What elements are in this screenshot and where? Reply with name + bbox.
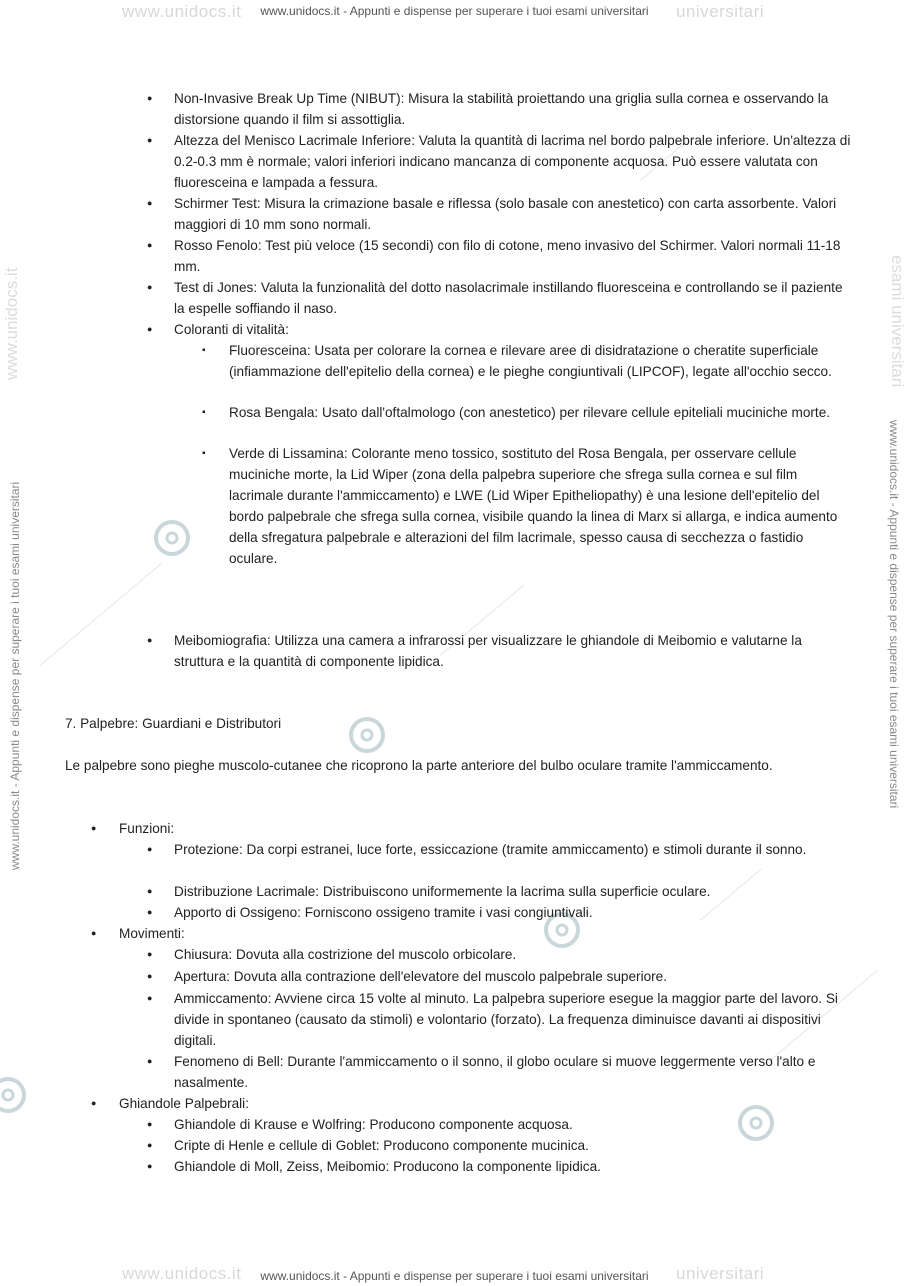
watermark-ghost-left: www.unidocs.it xyxy=(122,1264,242,1283)
list-item-nibut: ● Non-Invasive Break Up Time (NIBUT): Misura la stabilità proiettando una griglia sulla cornea e osservando la distorsione quando il film si assottiglia. xyxy=(174,88,854,130)
list-item-distribuzione: ● Distribuzione Lacrimale: Distribuiscono uniformemente la lacrima sulla superficie oculare. xyxy=(174,881,854,902)
watermark-side-right-ghost: esami universitari xyxy=(888,255,907,388)
watermark-header: www.unidocs.it - Appunti e dispense per superare i tuoi esami universitari xyxy=(260,4,649,18)
list-item-krause: ● Ghiandole di Krause e Wolfring: Producono componente acquosa. xyxy=(174,1114,854,1135)
list-item-chiusura: ● Chiusura: Dovuta alla costrizione del muscolo orbicolare. xyxy=(174,944,854,965)
list-item-meibomiografia: ● Meibomiografia: Utilizza una camera a infrarossi per visualizzare le ghiandole di Meibomio e valutarne la struttura e la quantità di componente lipidica. xyxy=(174,630,854,672)
watermark-line xyxy=(40,562,163,666)
list-item-menisco: ● Altezza del Menisco Lacrimale Inferiore: Valuta la quantità di lacrima nel bordo palpebrale inferiore. Un'altezza di 0.2-0.3 mm è normale; valori inferiori indicano mancanza di componente acquosa. Può essere valutata con fluoresceina e lampada a fessura. xyxy=(174,130,854,193)
watermark-side-left-ghost: www.unidocs.it xyxy=(2,267,21,380)
list-item-schirmer: ● Schirmer Test: Misura la crimazione basale e riflessa (solo basale con anestetico) con carta assorbente. Valori maggiori di 10 mm sono normali. xyxy=(174,193,854,235)
group-label-funzioni: ● Funzioni: xyxy=(119,818,819,839)
watermark-logo-icon xyxy=(0,1075,28,1115)
sublist-item-fluoresceina: ▪ Fluoresceina: Usata per colorare la cornea e rilevare aree di disidratazione o cheratite superficiale (infiammazione dell'epitelio della cornea) e le pieghe congiuntivali (LIPCOF), legate all'occhio secco. xyxy=(229,340,849,382)
group-label-movimenti: ● Movimenti: xyxy=(119,923,819,944)
section-intro: Le palpebre sono pieghe muscolo-cutanee che ricoprono la parte anteriore del bulbo oculare tramite l'ammiccamento. xyxy=(65,758,773,773)
list-item-coloranti: ● Coloranti di vitalità: xyxy=(174,319,854,340)
watermark-ghost-right: universitari xyxy=(676,2,765,21)
sublist-item-rosa-bengala: ▪ Rosa Bengala: Usato dall'oftalmologo (con anestetico) per rilevare cellule epiteliali muciniche morte. xyxy=(229,402,849,423)
list-item-rosso-fenolo: ● Rosso Fenolo: Test più veloce (15 secondi) con filo di cotone, meno invasivo del Schirmer. Valori normali 11-18 mm. xyxy=(174,235,854,277)
list-item-ammiccamento: ● Ammiccamento: Avviene circa 15 volte al minuto. La palpebra superiore esegue la maggior parte del lavoro. Si divide in spontaneo (causato da stimoli) e volontario (forzato). La frequenza diminuisce davanti ai dispositivi digitali. xyxy=(174,988,854,1051)
list-item-henle: ● Cripte di Henle e cellule di Goblet: Producono componente mucinica. xyxy=(174,1135,854,1156)
list-item-bell: ● Fenomeno di Bell: Durante l'ammiccamento o il sonno, il globo oculare si muove leggermente verso l'alto e nasalmente. xyxy=(174,1051,854,1093)
section-title: 7. Palpebre: Guardiani e Distributori xyxy=(65,716,282,731)
group-label-ghiandole: ● Ghiandole Palpebrali: xyxy=(119,1093,819,1114)
list-item-apertura: ● Apertura: Dovuta alla contrazione dell'elevatore del muscolo palpebrale superiore. xyxy=(174,966,854,987)
watermark-ghost-right: universitari xyxy=(676,1264,765,1283)
watermark-side-left: www.unidocs.it - Appunti e dispense per superare i tuoi esami universitari xyxy=(8,481,22,870)
sublist-item-verde-lissamina: ▪ Verde di Lissamina: Colorante meno tossico, sostituto del Rosa Bengala, per osservare cellule muciniche morte, la Lid Wiper (zona della palpebra superiore che sfrega sulla cornea e sul film lacrimale durante l'ammiccamento) e LWE (Lid Wiper Epitheliopathy) è una lesione dell'epitelio del bordo palpebrale che sfrega sulla cornea, visibile quando la linea di Marx si allarga, e indica aumento della sfregatura palpebrale e alterazioni del film lacrimale, spesso causa di secchezza o fastidio oculare. xyxy=(229,443,849,569)
list-item-moll: ● Ghiandole di Moll, Zeiss, Meibomio: Producono la componente lipidica. xyxy=(174,1156,854,1177)
list-item-ossigeno: ● Apporto di Ossigeno: Forniscono ossigeno tramite i vasi congiuntivali. xyxy=(174,902,854,923)
list-item-jones: ● Test di Jones: Valuta la funzionalità del dotto nasolacrimale instillando fluoresceina e controllando se il paziente la espelle soffiando il naso. xyxy=(174,277,854,319)
watermark-side-right: www.unidocs.it - Appunti e dispense per superare i tuoi esami universitari xyxy=(887,420,901,809)
watermark-footer: www.unidocs.it - Appunti e dispense per superare i tuoi esami universitari xyxy=(260,1269,649,1283)
watermark-logo-icon xyxy=(152,518,192,558)
watermark-ghost-left: www.unidocs.it xyxy=(122,2,242,21)
list-item-protezione: ● Protezione: Da corpi estranei, luce forte, essiccazione (tramite ammiccamento) e stimoli durante il sonno. xyxy=(174,839,854,860)
